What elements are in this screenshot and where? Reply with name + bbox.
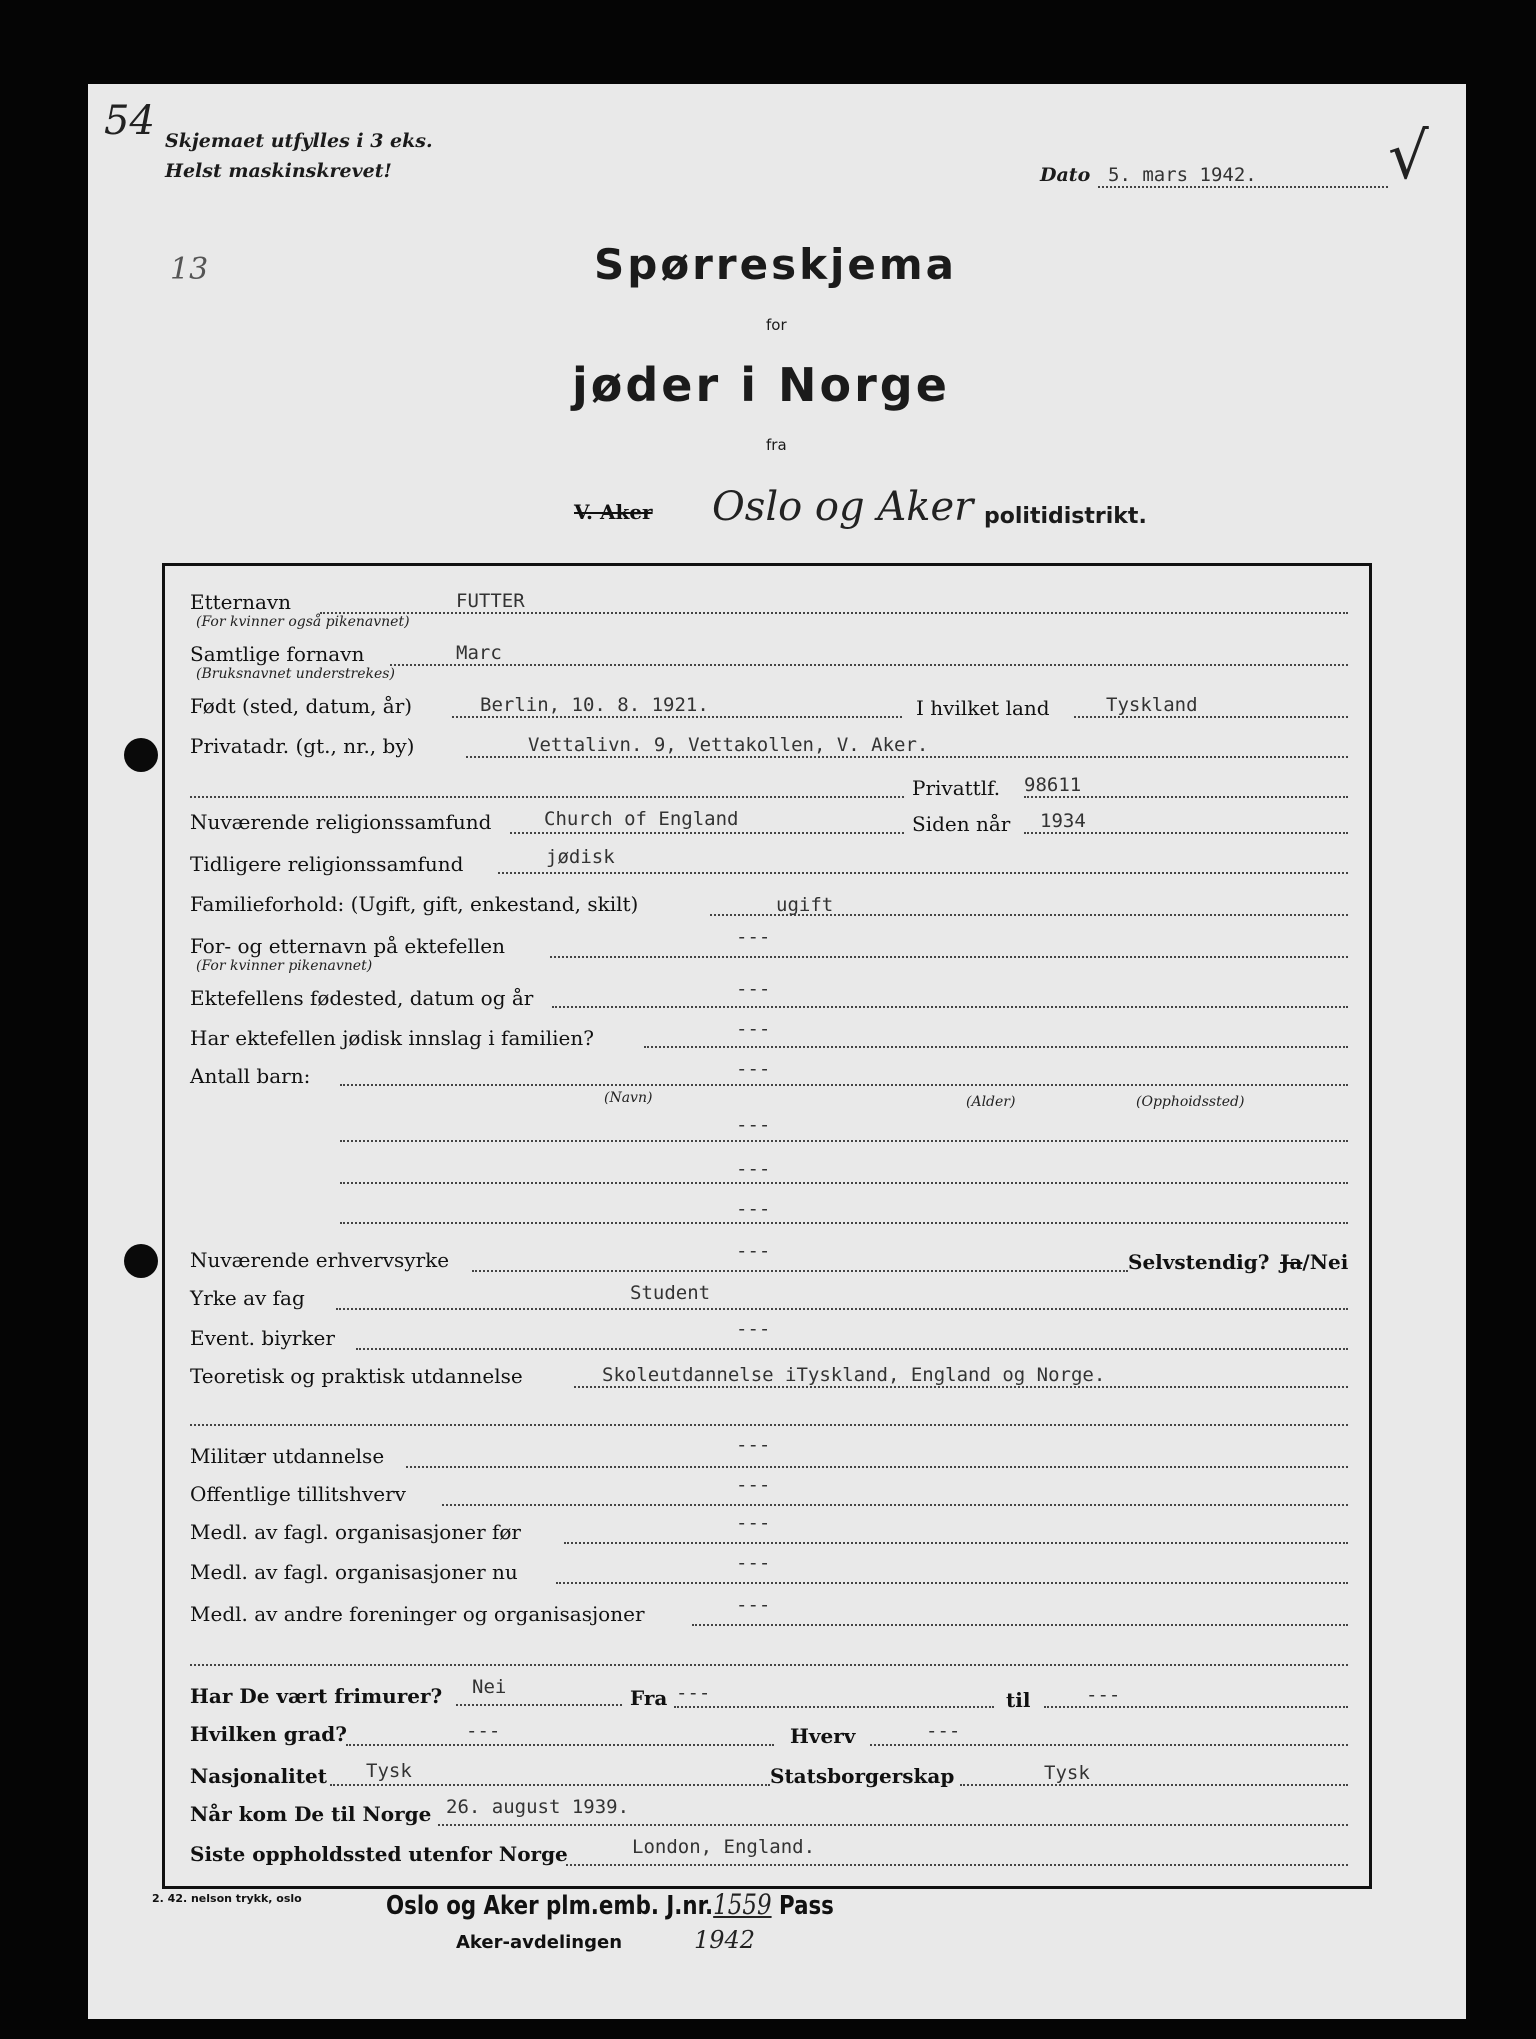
value-nasjonalitet: Tysk bbox=[366, 1760, 412, 1782]
value-ektefelle-fodested: --- bbox=[736, 978, 771, 1000]
label-yrke: Yrke av fag bbox=[190, 1286, 305, 1310]
label-militaer: Militær utdannelse bbox=[190, 1444, 385, 1468]
value-utdannelse: Skoleutdannelse iTyskland, England og Norge. bbox=[602, 1364, 1106, 1386]
label-erhverv: Nuværende erhvervsyrke bbox=[190, 1248, 450, 1272]
col-navn: (Navn) bbox=[604, 1090, 653, 1106]
value-familie: ugift bbox=[776, 894, 834, 916]
label-siden: Siden når bbox=[912, 812, 1011, 836]
label-ektefelle-jodisk: Har ektefellen jødisk innslag i familien? bbox=[190, 1026, 594, 1050]
label-hverv: Hverv bbox=[790, 1724, 856, 1748]
label-religion-tidl: Tidligere religionssamfund bbox=[190, 852, 464, 876]
label-fodt: Født (sted, datum, år) bbox=[190, 694, 413, 718]
value-religion-tidl: jødisk bbox=[546, 846, 615, 868]
label-utdannelse: Teoretisk og praktisk utdannelse bbox=[190, 1364, 523, 1388]
value-biyrker: --- bbox=[736, 1318, 771, 1340]
label-statsborgerskap: Statsborgerskap bbox=[770, 1764, 955, 1788]
value-statsborgerskap: Tysk bbox=[1044, 1762, 1090, 1784]
value-grad: --- bbox=[466, 1720, 501, 1742]
label-religion-na: Nuværende religionssamfund bbox=[190, 810, 492, 834]
value-ankomst: 26. august 1939. bbox=[446, 1796, 630, 1818]
corner-number: 54 bbox=[104, 98, 155, 144]
sub-ektefelle-navn: (For kvinner pikenavnet) bbox=[196, 958, 373, 974]
value-org-nu: --- bbox=[736, 1552, 771, 1574]
struck-district: V. Aker bbox=[574, 500, 653, 524]
value-fodt: Berlin, 10. 8. 1921. bbox=[480, 694, 709, 716]
instruction-typewritten: Helst maskinskrevet! bbox=[165, 160, 392, 182]
printer-note: 2. 42. nelson trykk, oslo bbox=[152, 1892, 302, 1905]
form-title: Spørreskjema bbox=[594, 240, 957, 289]
value-tillit: --- bbox=[736, 1474, 771, 1496]
selvstendig-ja: Ja/Nei bbox=[1280, 1250, 1349, 1274]
value-etternavn: FUTTER bbox=[456, 590, 525, 612]
value-til: --- bbox=[1086, 1684, 1121, 1706]
value-barn: --- bbox=[736, 1058, 771, 1080]
value-org-for: --- bbox=[736, 1512, 771, 1534]
barn-row: --- bbox=[736, 1158, 771, 1180]
label-frimurer: Har De vært frimurer? bbox=[190, 1684, 443, 1708]
form-subtitle: jøder i Norge bbox=[572, 358, 950, 412]
label-ankomst: Når kom De til Norge bbox=[190, 1802, 432, 1826]
label-privattlf: Privattlf. bbox=[912, 776, 1001, 800]
label-etternavn: Etternavn bbox=[190, 590, 292, 614]
stamp-year: 1942 bbox=[694, 1926, 756, 1954]
check-mark: √ bbox=[1388, 120, 1429, 194]
label-familie: Familieforhold: (Ugift, gift, enkestand, skilt) bbox=[190, 892, 639, 916]
stamp-registry: Oslo og Aker plm.emb. J.nr.1559 Pass bbox=[386, 1888, 834, 1921]
label-biyrker: Event. biyrker bbox=[190, 1326, 335, 1350]
punch-hole bbox=[124, 738, 158, 772]
district-suffix: politidistrikt. bbox=[984, 504, 1147, 529]
label-selvstendig: Selvstendig? bbox=[1128, 1250, 1270, 1274]
label-org-for: Medl. av fagl. organisasjoner før bbox=[190, 1520, 521, 1544]
col-opphold: (Opphoidssted) bbox=[1136, 1094, 1245, 1110]
label-tillit: Offentlige tillitshverv bbox=[190, 1482, 406, 1506]
value-ektefelle-jodisk: --- bbox=[736, 1018, 771, 1040]
instruction-copies: Skjemaet utfylles i 3 eks. bbox=[165, 130, 433, 152]
barn-row: --- bbox=[736, 1198, 771, 1220]
label-org-andre: Medl. av andre foreninger og organisasjoner bbox=[190, 1602, 645, 1626]
date-value: 5. mars 1942. bbox=[1108, 164, 1257, 186]
label-til: til bbox=[1006, 1688, 1031, 1712]
value-siste-opphold: London, England. bbox=[632, 1836, 816, 1858]
stamp-department: Aker-avdelingen bbox=[456, 1932, 623, 1953]
value-fornavn: Marc bbox=[456, 642, 502, 664]
value-land: Tyskland bbox=[1106, 694, 1198, 716]
label-siste-opphold: Siste oppholdssted utenfor Norge bbox=[190, 1842, 568, 1866]
label-org-nu: Medl. av fagl. organisasjoner nu bbox=[190, 1560, 518, 1584]
label-nasjonalitet: Nasjonalitet bbox=[190, 1764, 327, 1788]
col-alder: (Alder) bbox=[966, 1094, 1016, 1110]
label-grad: Hvilken grad? bbox=[190, 1722, 347, 1746]
value-fra: --- bbox=[676, 1682, 711, 1704]
value-militaer: --- bbox=[736, 1434, 771, 1456]
label-fornavn: Samtlige fornavn bbox=[190, 642, 365, 666]
value-religion-na: Church of England bbox=[544, 808, 739, 830]
value-org-andre: --- bbox=[736, 1594, 771, 1616]
value-privattlf: 98611 bbox=[1024, 774, 1082, 796]
label-barn: Antall barn: bbox=[190, 1064, 311, 1088]
sub-fornavn: (Bruksnavnet understrekes) bbox=[196, 666, 395, 682]
value-ektefelle-navn: --- bbox=[736, 926, 771, 948]
label-fra: Fra bbox=[630, 1686, 668, 1710]
label-land: I hvilket land bbox=[916, 696, 1050, 720]
title-for: for bbox=[766, 316, 787, 334]
punch-hole bbox=[124, 1244, 158, 1278]
date-label: Dato bbox=[1040, 164, 1091, 186]
value-privatadr: Vettalivn. 9, Vettakollen, V. Aker. bbox=[528, 734, 929, 756]
sub-etternavn: (For kvinner også pikenavnet) bbox=[196, 614, 410, 630]
value-siden: 1934 bbox=[1040, 810, 1086, 832]
value-yrke: Student bbox=[630, 1282, 711, 1304]
label-ektefelle-navn: For- og etternavn på ektefellen bbox=[190, 934, 506, 958]
label-privatadr: Privatadr. (gt., nr., by) bbox=[190, 734, 415, 758]
barn-row: --- bbox=[736, 1114, 771, 1136]
district-handwritten: Oslo og Aker bbox=[712, 484, 974, 530]
value-hverv: --- bbox=[926, 1720, 961, 1742]
title-fra: fra bbox=[766, 436, 787, 454]
margin-note: 13 bbox=[170, 252, 209, 287]
value-erhverv: --- bbox=[736, 1240, 771, 1262]
value-frimurer: Nei bbox=[472, 1676, 507, 1698]
label-ektefelle-fodested: Ektefellens fødested, datum og år bbox=[190, 986, 534, 1010]
